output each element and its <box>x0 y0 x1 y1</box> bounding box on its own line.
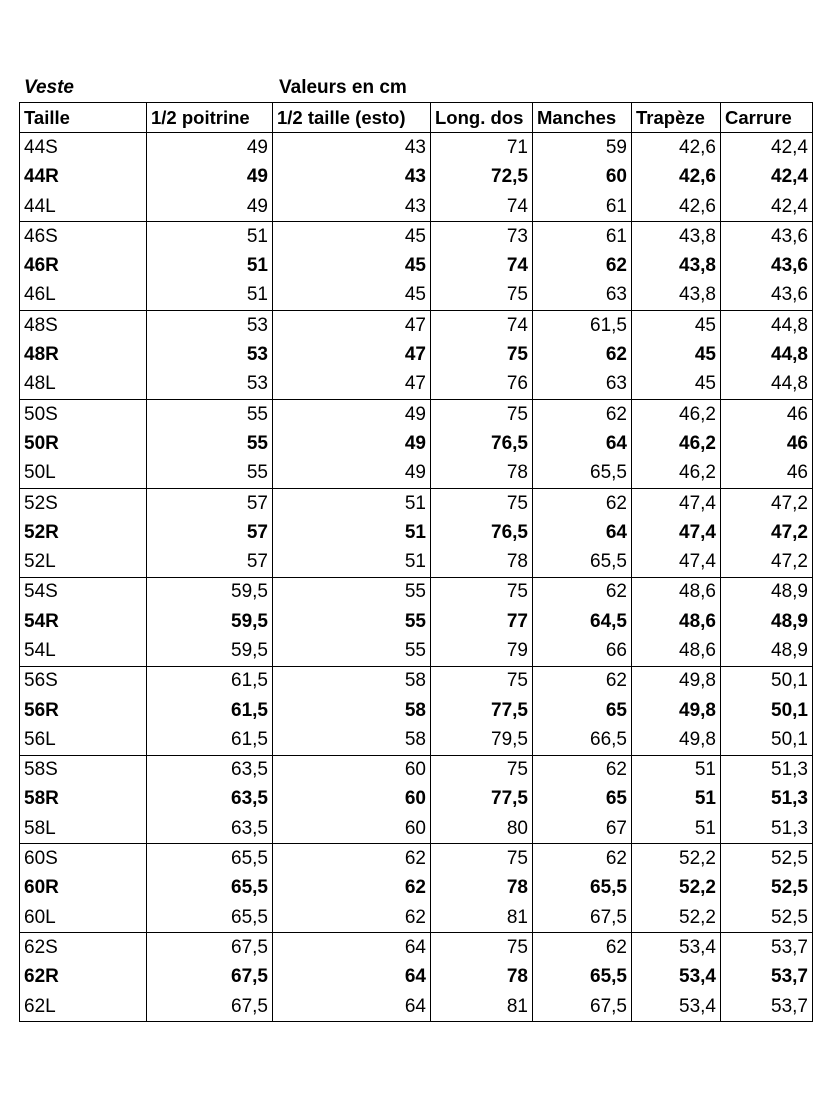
carrure-cell: 47,2 <box>721 547 813 577</box>
manches-cell: 63 <box>533 281 632 311</box>
demi-taille-cell: 55 <box>273 607 431 636</box>
carrure-cell: 53,7 <box>721 992 813 1022</box>
demi-poitrine-cell: 51 <box>147 222 273 252</box>
manches-cell: 61,5 <box>533 311 632 341</box>
manches-cell: 62 <box>533 399 632 429</box>
demi-taille-cell: 49 <box>273 399 431 429</box>
table-row <box>20 903 813 933</box>
carrure-cell: 47,2 <box>721 518 813 547</box>
trapeze-cell: 47,4 <box>632 488 721 518</box>
carrure-cell: 46 <box>721 399 813 429</box>
demi-taille-cell: 47 <box>273 370 431 400</box>
longueur-dos-cell: 75 <box>431 577 533 607</box>
manches-cell: 62 <box>533 933 632 963</box>
demi-taille-cell: 49 <box>273 459 431 489</box>
manches-cell: 62 <box>533 251 632 280</box>
longueur-dos-cell: 75 <box>431 755 533 785</box>
carrure-cell: 47,2 <box>721 488 813 518</box>
size-cell: 46L <box>20 281 147 311</box>
size-cell: 44L <box>20 192 147 222</box>
demi-poitrine-cell: 57 <box>147 518 273 547</box>
longueur-dos-cell: 79,5 <box>431 725 533 755</box>
longueur-dos-cell: 81 <box>431 992 533 1022</box>
carrure-cell: 50,1 <box>721 666 813 696</box>
longueur-dos-cell: 75 <box>431 666 533 696</box>
longueur-dos-cell: 81 <box>431 903 533 933</box>
carrure-cell: 44,8 <box>721 370 813 400</box>
size-cell: 52R <box>20 518 147 547</box>
manches-cell: 62 <box>533 666 632 696</box>
column-header-manches: Manches <box>533 103 632 133</box>
carrure-cell: 53,7 <box>721 963 813 992</box>
header-row <box>20 103 813 133</box>
demi-taille-cell: 60 <box>273 785 431 814</box>
trapeze-cell: 52,2 <box>632 844 721 874</box>
manches-cell: 61 <box>533 192 632 222</box>
table-row <box>20 370 813 400</box>
trapeze-cell: 42,6 <box>632 133 721 163</box>
longueur-dos-cell: 72,5 <box>431 163 533 192</box>
carrure-cell: 43,6 <box>721 222 813 252</box>
demi-taille-cell: 51 <box>273 488 431 518</box>
demi-taille-cell: 43 <box>273 192 431 222</box>
trapeze-cell: 51 <box>632 755 721 785</box>
manches-cell: 64 <box>533 429 632 458</box>
longueur-dos-cell: 79 <box>431 636 533 666</box>
size-cell: 62L <box>20 992 147 1022</box>
column-header-carrure: Carrure <box>721 103 813 133</box>
demi-poitrine-cell: 53 <box>147 370 273 400</box>
demi-poitrine-cell: 55 <box>147 399 273 429</box>
manches-cell: 64 <box>533 518 632 547</box>
carrure-cell: 43,6 <box>721 281 813 311</box>
size-cell: 56R <box>20 696 147 725</box>
size-cell: 48L <box>20 370 147 400</box>
table-row <box>20 222 813 252</box>
manches-cell: 65 <box>533 785 632 814</box>
longueur-dos-cell: 77 <box>431 607 533 636</box>
size-cell: 56S <box>20 666 147 696</box>
table-row <box>20 459 813 489</box>
size-cell: 50L <box>20 459 147 489</box>
manches-cell: 64,5 <box>533 607 632 636</box>
column-header-trapeze: Trapèze <box>632 103 721 133</box>
size-cell: 52S <box>20 488 147 518</box>
size-cell: 62R <box>20 963 147 992</box>
longueur-dos-cell: 73 <box>431 222 533 252</box>
manches-cell: 62 <box>533 755 632 785</box>
demi-taille-cell: 64 <box>273 963 431 992</box>
manches-cell: 62 <box>533 844 632 874</box>
size-cell: 60R <box>20 874 147 903</box>
demi-poitrine-cell: 57 <box>147 488 273 518</box>
demi-poitrine-cell: 65,5 <box>147 874 273 903</box>
demi-poitrine-cell: 61,5 <box>147 725 273 755</box>
table-row <box>20 725 813 755</box>
demi-poitrine-cell: 49 <box>147 163 273 192</box>
size-cell: 56L <box>20 725 147 755</box>
longueur-dos-cell: 75 <box>431 933 533 963</box>
demi-taille-cell: 55 <box>273 636 431 666</box>
size-cell: 58L <box>20 814 147 844</box>
table-row <box>20 696 813 725</box>
table-row <box>20 607 813 636</box>
longueur-dos-cell: 78 <box>431 547 533 577</box>
carrure-cell: 46 <box>721 429 813 458</box>
manches-cell: 62 <box>533 577 632 607</box>
demi-taille-cell: 58 <box>273 666 431 696</box>
table-row <box>20 933 813 963</box>
trapeze-cell: 46,2 <box>632 429 721 458</box>
table-row <box>20 518 813 547</box>
size-cell: 62S <box>20 933 147 963</box>
demi-poitrine-cell: 65,5 <box>147 903 273 933</box>
table-row <box>20 311 813 341</box>
units-note: Valeurs en cm <box>279 77 407 98</box>
longueur-dos-cell: 78 <box>431 459 533 489</box>
table-row <box>20 963 813 992</box>
carrure-cell: 44,8 <box>721 311 813 341</box>
table-row <box>20 399 813 429</box>
trapeze-cell: 53,4 <box>632 992 721 1022</box>
carrure-cell: 43,6 <box>721 251 813 280</box>
table-row <box>20 844 813 874</box>
size-cell: 60S <box>20 844 147 874</box>
column-header-longueur-dos: Long. dos <box>431 103 533 133</box>
carrure-cell: 42,4 <box>721 133 813 163</box>
demi-taille-cell: 45 <box>273 222 431 252</box>
size-cell: 44R <box>20 163 147 192</box>
demi-poitrine-cell: 67,5 <box>147 992 273 1022</box>
longueur-dos-cell: 75 <box>431 844 533 874</box>
longueur-dos-cell: 75 <box>431 281 533 311</box>
carrure-cell: 42,4 <box>721 192 813 222</box>
longueur-dos-cell: 75 <box>431 340 533 369</box>
demi-poitrine-cell: 63,5 <box>147 755 273 785</box>
size-cell: 50R <box>20 429 147 458</box>
trapeze-cell: 48,6 <box>632 636 721 666</box>
trapeze-cell: 43,8 <box>632 281 721 311</box>
table-row <box>20 251 813 280</box>
trapeze-cell: 52,2 <box>632 874 721 903</box>
size-cell: 46R <box>20 251 147 280</box>
size-cell: 50S <box>20 399 147 429</box>
manches-cell: 67,5 <box>533 903 632 933</box>
demi-poitrine-cell: 59,5 <box>147 577 273 607</box>
manches-cell: 65,5 <box>533 963 632 992</box>
trapeze-cell: 46,2 <box>632 399 721 429</box>
table-row <box>20 785 813 814</box>
longueur-dos-cell: 77,5 <box>431 785 533 814</box>
carrure-cell: 52,5 <box>721 844 813 874</box>
manches-cell: 62 <box>533 488 632 518</box>
manches-cell: 67,5 <box>533 992 632 1022</box>
demi-poitrine-cell: 53 <box>147 340 273 369</box>
longueur-dos-cell: 78 <box>431 874 533 903</box>
longueur-dos-cell: 78 <box>431 963 533 992</box>
manches-cell: 65,5 <box>533 459 632 489</box>
carrure-cell: 48,9 <box>721 577 813 607</box>
trapeze-cell: 43,8 <box>632 251 721 280</box>
demi-poitrine-cell: 67,5 <box>147 963 273 992</box>
column-header-demi-taille: 1/2 taille (esto) <box>273 103 431 133</box>
size-cell: 58S <box>20 755 147 785</box>
longueur-dos-cell: 75 <box>431 399 533 429</box>
demi-poitrine-cell: 61,5 <box>147 666 273 696</box>
manches-cell: 63 <box>533 370 632 400</box>
carrure-cell: 51,3 <box>721 755 813 785</box>
table-row <box>20 281 813 311</box>
demi-poitrine-cell: 55 <box>147 429 273 458</box>
trapeze-cell: 52,2 <box>632 903 721 933</box>
trapeze-cell: 45 <box>632 311 721 341</box>
demi-taille-cell: 45 <box>273 251 431 280</box>
table-row <box>20 163 813 192</box>
longueur-dos-cell: 80 <box>431 814 533 844</box>
size-cell: 60L <box>20 903 147 933</box>
demi-taille-cell: 62 <box>273 874 431 903</box>
carrure-cell: 50,1 <box>721 696 813 725</box>
demi-taille-cell: 43 <box>273 163 431 192</box>
demi-poitrine-cell: 51 <box>147 281 273 311</box>
carrure-cell: 53,7 <box>721 933 813 963</box>
manches-cell: 66,5 <box>533 725 632 755</box>
trapeze-cell: 53,4 <box>632 963 721 992</box>
trapeze-cell: 49,8 <box>632 696 721 725</box>
demi-poitrine-cell: 59,5 <box>147 607 273 636</box>
trapeze-cell: 43,8 <box>632 222 721 252</box>
trapeze-cell: 42,6 <box>632 192 721 222</box>
demi-poitrine-cell: 55 <box>147 459 273 489</box>
manches-cell: 65,5 <box>533 547 632 577</box>
demi-taille-cell: 47 <box>273 340 431 369</box>
carrure-cell: 42,4 <box>721 163 813 192</box>
table-row <box>20 814 813 844</box>
demi-taille-cell: 64 <box>273 992 431 1022</box>
demi-poitrine-cell: 59,5 <box>147 636 273 666</box>
trapeze-cell: 49,8 <box>632 725 721 755</box>
size-cell: 52L <box>20 547 147 577</box>
manches-cell: 59 <box>533 133 632 163</box>
demi-poitrine-cell: 63,5 <box>147 814 273 844</box>
trapeze-cell: 45 <box>632 370 721 400</box>
carrure-cell: 50,1 <box>721 725 813 755</box>
trapeze-cell: 46,2 <box>632 459 721 489</box>
longueur-dos-cell: 74 <box>431 192 533 222</box>
size-cell: 44S <box>20 133 147 163</box>
demi-poitrine-cell: 63,5 <box>147 785 273 814</box>
demi-poitrine-cell: 53 <box>147 311 273 341</box>
size-cell: 54L <box>20 636 147 666</box>
column-header-demi-poitrine: 1/2 poitrine <box>147 103 273 133</box>
table-row <box>20 666 813 696</box>
trapeze-cell: 47,4 <box>632 547 721 577</box>
demi-poitrine-cell: 65,5 <box>147 844 273 874</box>
demi-taille-cell: 43 <box>273 133 431 163</box>
demi-taille-cell: 58 <box>273 696 431 725</box>
demi-taille-cell: 55 <box>273 577 431 607</box>
demi-taille-cell: 62 <box>273 844 431 874</box>
column-header-taille: Taille <box>20 103 147 133</box>
size-cell: 58R <box>20 785 147 814</box>
table-row <box>20 429 813 458</box>
demi-poitrine-cell: 61,5 <box>147 696 273 725</box>
longueur-dos-cell: 71 <box>431 133 533 163</box>
manches-cell: 62 <box>533 340 632 369</box>
demi-taille-cell: 47 <box>273 311 431 341</box>
carrure-cell: 48,9 <box>721 636 813 666</box>
demi-taille-cell: 58 <box>273 725 431 755</box>
size-cell: 48S <box>20 311 147 341</box>
longueur-dos-cell: 74 <box>431 311 533 341</box>
demi-taille-cell: 51 <box>273 547 431 577</box>
document-title: Veste <box>24 77 74 98</box>
table-row <box>20 133 813 163</box>
longueur-dos-cell: 77,5 <box>431 696 533 725</box>
trapeze-cell: 48,6 <box>632 607 721 636</box>
table-row <box>20 340 813 369</box>
longueur-dos-cell: 75 <box>431 488 533 518</box>
carrure-cell: 52,5 <box>721 874 813 903</box>
trapeze-cell: 48,6 <box>632 577 721 607</box>
size-cell: 54R <box>20 607 147 636</box>
carrure-cell: 52,5 <box>721 903 813 933</box>
demi-taille-cell: 45 <box>273 281 431 311</box>
demi-poitrine-cell: 67,5 <box>147 933 273 963</box>
demi-taille-cell: 51 <box>273 518 431 547</box>
trapeze-cell: 47,4 <box>632 518 721 547</box>
demi-poitrine-cell: 49 <box>147 192 273 222</box>
trapeze-cell: 49,8 <box>632 666 721 696</box>
longueur-dos-cell: 76 <box>431 370 533 400</box>
longueur-dos-cell: 76,5 <box>431 429 533 458</box>
table-row <box>20 192 813 222</box>
demi-taille-cell: 62 <box>273 903 431 933</box>
carrure-cell: 48,9 <box>721 607 813 636</box>
carrure-cell: 51,3 <box>721 785 813 814</box>
longueur-dos-cell: 76,5 <box>431 518 533 547</box>
table-row <box>20 577 813 607</box>
table-row <box>20 874 813 903</box>
trapeze-cell: 45 <box>632 340 721 369</box>
table-row <box>20 488 813 518</box>
demi-poitrine-cell: 49 <box>147 133 273 163</box>
demi-poitrine-cell: 51 <box>147 251 273 280</box>
table-row <box>20 992 813 1022</box>
demi-taille-cell: 64 <box>273 933 431 963</box>
carrure-cell: 44,8 <box>721 340 813 369</box>
manches-cell: 65,5 <box>533 874 632 903</box>
carrure-cell: 51,3 <box>721 814 813 844</box>
size-chart-table <box>19 102 813 1022</box>
demi-taille-cell: 49 <box>273 429 431 458</box>
table-row <box>20 547 813 577</box>
table-row <box>20 755 813 785</box>
size-cell: 46S <box>20 222 147 252</box>
size-cell: 54S <box>20 577 147 607</box>
carrure-cell: 46 <box>721 459 813 489</box>
manches-cell: 61 <box>533 222 632 252</box>
trapeze-cell: 51 <box>632 814 721 844</box>
demi-taille-cell: 60 <box>273 755 431 785</box>
manches-cell: 65 <box>533 696 632 725</box>
manches-cell: 67 <box>533 814 632 844</box>
longueur-dos-cell: 74 <box>431 251 533 280</box>
table-body <box>20 133 813 1022</box>
trapeze-cell: 53,4 <box>632 933 721 963</box>
trapeze-cell: 51 <box>632 785 721 814</box>
trapeze-cell: 42,6 <box>632 163 721 192</box>
demi-taille-cell: 60 <box>273 814 431 844</box>
manches-cell: 60 <box>533 163 632 192</box>
manches-cell: 66 <box>533 636 632 666</box>
table-row <box>20 636 813 666</box>
demi-poitrine-cell: 57 <box>147 547 273 577</box>
size-cell: 48R <box>20 340 147 369</box>
